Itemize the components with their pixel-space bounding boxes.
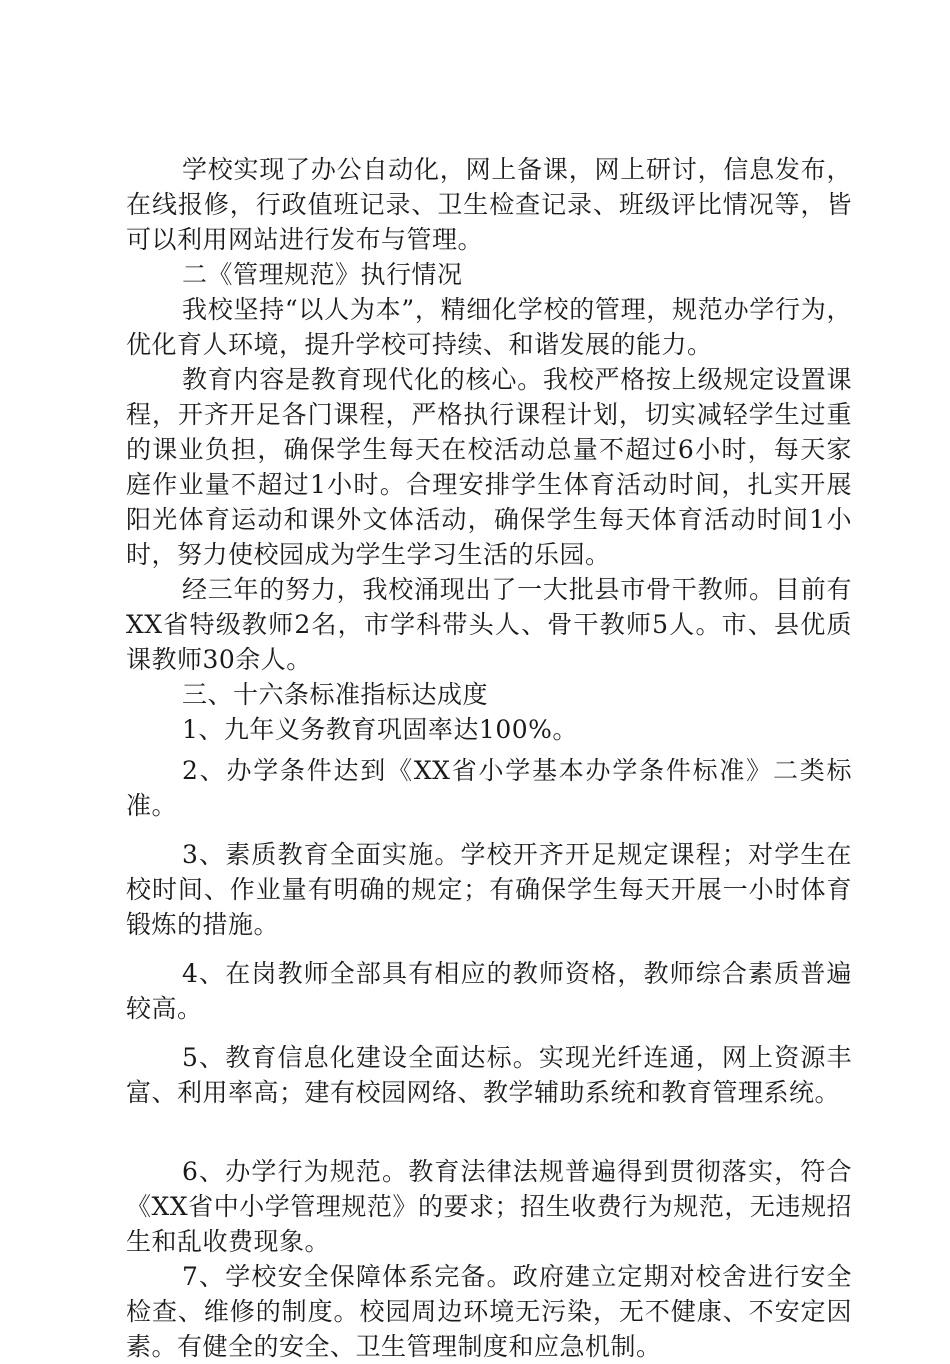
list-item-1: 1、九年义务教育巩固率达100%。 <box>182 715 578 744</box>
section-heading-management-norms: 二《管理规范》执行情况 <box>182 260 463 289</box>
paragraph-office-automation: 学校实现了办公自动化，网上备课，网上研讨，信息发布，在线报修，行政值班记录、卫生检查记录、班级评比情况等，皆可以利用网站进行发布与管理。 <box>126 155 852 254</box>
paragraph-people-oriented: 我校坚持“以人为本”，精细化学校的管理，规范办学行为，优化育人环境，提升学校可持续、和谐发展的能力。 <box>126 295 852 359</box>
document-body <box>126 152 852 1364</box>
list-item-3: 3、素质教育全面实施。学校开齐开足规定课程；对学生在校时间、作业量有明确的规定；有确保学生每天开展一小时体育锻炼的措施。 <box>126 840 852 939</box>
list-item-4: 4、在岗教师全部具有相应的教师资格，教师综合素质普遍较高。 <box>126 959 852 1023</box>
paragraph-education-content: 教育内容是教育现代化的核心。我校严格按上级规定设置课程，开齐开足各门课程，严格执行课程计划，切实减轻学生过重的课业负担，确保学生每天在校活动总量不超过6小时，每天家庭作业量不超过1小时。合理安排学生体育活动时间，扎实开展阳光体育运动和课外文体活动，确保学生每天体育活动时间1小时，努力使校园成为学生学习生活的乐园。 <box>126 365 852 569</box>
list-item-7: 7、学校安全保障体系完备。政府建立定期对校舍进行安全检查、维修的制度。校园周边环境无污染，无不健康、不安定因素。有健全的安全、卫生管理制度和应急机制。 <box>126 1262 852 1361</box>
list-item-5: 5、教育信息化建设全面达标。实现光纤连通，网上资源丰富、利用率高；建有校园网络、教学辅助系统和教育管理系统。 <box>126 1043 852 1107</box>
list-item-6: 6、办学行为规范。教育法律法规普遍得到贯彻落实，符合《XX省中小学管理规范》的要求；招生收费行为规范，无违规招生和乱收费现象。 <box>126 1157 852 1256</box>
paragraph-teachers: 经三年的努力，我校涌现出了一大批县市骨干教师。目前有XX省特级教师2名，市学科带头人、骨干教师5人。市、县优质课教师30余人。 <box>126 575 852 674</box>
section-heading-sixteen-standards: 三、十六条标准指标达成度 <box>182 680 489 709</box>
list-item-2: 2、办学条件达到《XX省小学基本办学条件标准》二类标准。 <box>126 756 852 820</box>
